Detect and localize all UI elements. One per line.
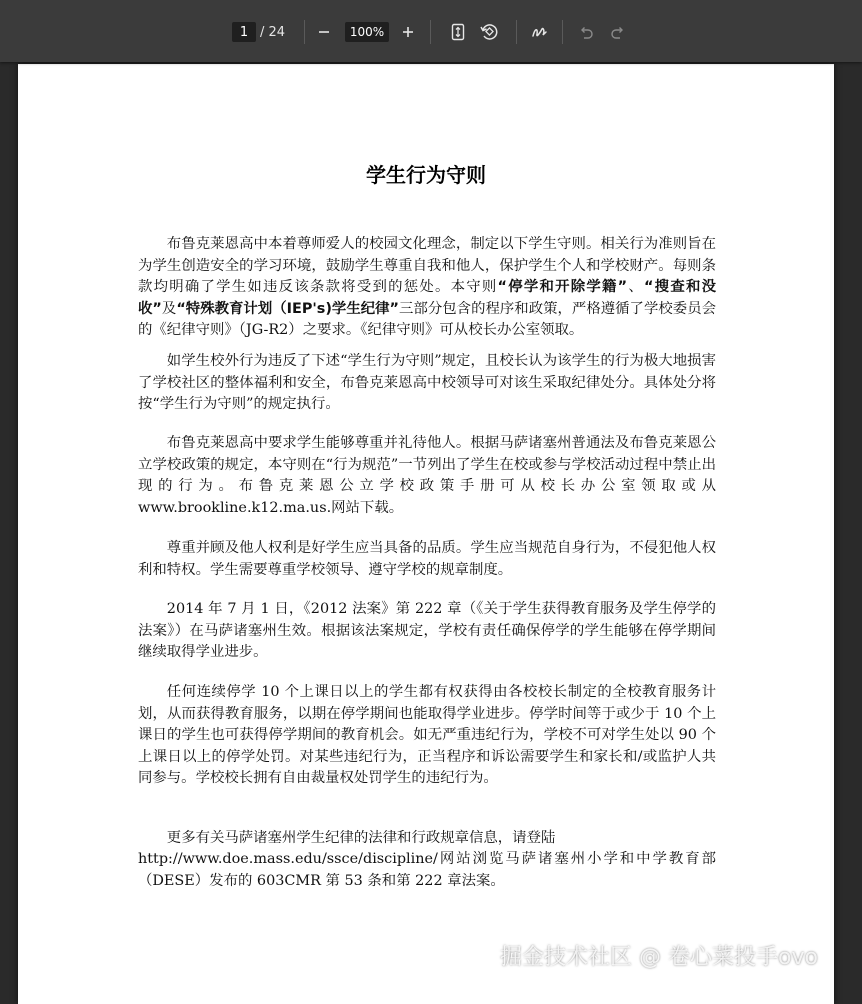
fit-page-button[interactable] [446, 20, 470, 44]
undo-icon [578, 24, 594, 40]
paragraph-more-info [138, 828, 716, 850]
bold-term-iep: “特殊教育计划（IEP's)学生纪律” [176, 300, 400, 317]
draw-icon [530, 22, 550, 42]
paragraph-rights: 尊重并顾及他人权利是好学生应当具备的品质。学生应当规范自身行为，不侵犯他人权利和特权。学生需要尊重学校领导、遵守学校的规章制度。 [138, 540, 716, 578]
bold-term-search: “搜查和没收” [138, 279, 716, 317]
paragraph-text: 、 [627, 279, 644, 295]
fit-page-icon [450, 23, 466, 41]
zoom-out-button[interactable] [312, 20, 336, 44]
zoom-in-button[interactable] [396, 20, 420, 44]
plus-icon [401, 25, 415, 39]
watermark: 掘金技术社区 @ 卷心菜投手ovo [500, 945, 818, 970]
redo-icon [610, 24, 626, 40]
paragraph-respect: 布鲁克莱恩高中要求学生能够尊重并礼待他人。根据马萨诸塞州普通法及布鲁克莱恩公立学校政策的规定，本守则在“行为规范”一节列出了学生在校或参与学校活动过程中禁止出现的行为。布鲁克莱恩公立学校政策手册可从校长办公室领取或从 www.brookline.k12.ma.us.网站下载。 [138, 435, 716, 516]
paragraph-law-2012: 2014 年 7 月 1 日，《2012 法案》第 222 章（《关于学生获得教育服务及学生停学的法案》）在马萨诸塞州生效。根据该法案规定，学校有责任确保停学的学生能够在停学期间继续取得学业进步。 [138, 601, 716, 660]
page-number-input[interactable] [232, 22, 256, 42]
toolbar-divider [304, 20, 305, 44]
paragraph-intro [138, 234, 716, 342]
pdf-toolbar [0, 0, 862, 62]
toolbar-divider [516, 20, 517, 44]
document-title: 学生行为守则 [366, 163, 486, 187]
paragraph-more-info-link: http://www.doe.mass.edu/ssce/discipline/网站浏览马萨诸塞州小学和中学教育部（DESE）发布的 603CMR 第 53 条和第 222 章法案。 [138, 851, 716, 889]
paragraph-text: 更多有关马萨诸塞州学生纪律的法律和行政规章信息，请登陆 [166, 830, 556, 846]
pdf-page [18, 64, 834, 1004]
paragraph-text: 及 [161, 300, 177, 317]
minus-icon [317, 25, 331, 39]
toolbar-divider [562, 20, 563, 44]
undo-button[interactable] [574, 20, 598, 44]
paragraph-text: 布鲁克莱恩高中本着尊师爱人的校园文化理念，制定以下学生守则。相关行为准则旨在为学生创造安全的学习环境，鼓励学生尊重自我和他人，保护学生个人和学校财产。每则条款均明确了学生如违反该条款将受到的惩处。本守则 [138, 236, 716, 295]
draw-button[interactable] [528, 20, 552, 44]
rotate-icon [479, 22, 499, 42]
rotate-button[interactable] [477, 20, 501, 44]
page-total-label: / 24 [260, 24, 286, 40]
zoom-level-input[interactable] [345, 22, 389, 42]
redo-button[interactable] [606, 20, 630, 44]
toolbar-divider [430, 20, 431, 44]
paragraph-suspension: 任何连续停学 10 个上课日以上的学生都有权获得由各校校长制定的全校教育服务计划，从而获得教育服务，以期在停学期间也能取得学业进步。停学时间等于或少于 10 个上课日的学生也可获得停学期间的教育机会。如无严重违纪行为，学校不可对学生处以 90 个上课日以上的停学处罚。对某些违纪行为，正当程序和诉讼需要学生和家长和/或监护人共同参与。学校校长拥有自由裁量权处罚学生的违纪行为。 [138, 684, 716, 786]
bold-term-suspension: “停学和开除学籍” [497, 279, 628, 295]
paragraph-offcampus: 如学生校外行为违反了下述“学生行为守则”规定，且校长认为该学生的行为极大地损害了学校社区的整体福利和安全，布鲁克莱恩高中校领导可对该生采取纪律处分。具体处分将按“学生行为守则”的规定执行。 [138, 353, 716, 412]
paragraph-text: 三部分包含的程序和政策，严格遵循了学校委员会的《纪律守则》（JG-R2）之要求。《纪律守则》可从校长办公室领取。 [138, 300, 716, 338]
